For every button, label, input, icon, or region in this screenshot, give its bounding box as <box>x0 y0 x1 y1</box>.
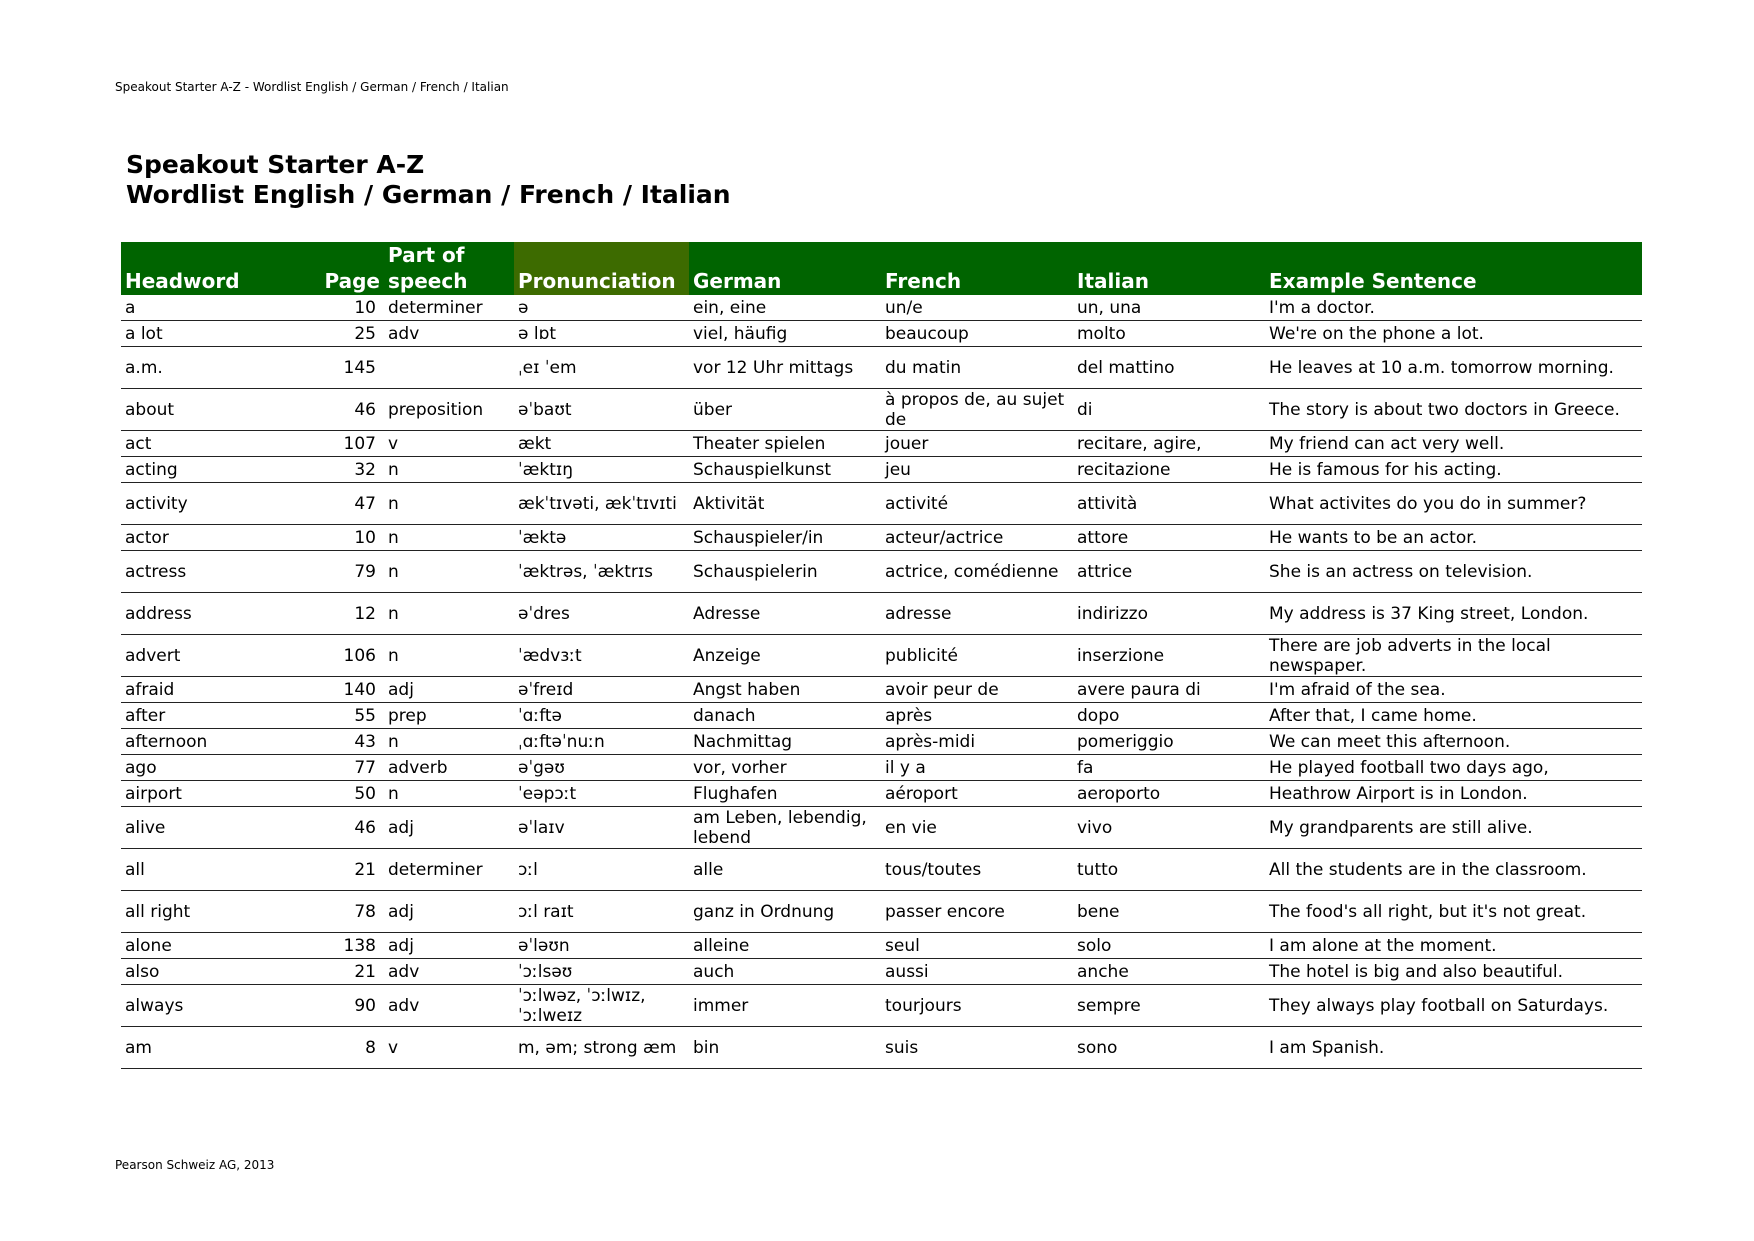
cell-french: activité <box>881 483 1073 525</box>
cell-pronunciation: ˈeəpɔːt <box>514 781 689 807</box>
table-row <box>121 483 1642 525</box>
cell-french: il y a <box>881 755 1073 781</box>
cell-german: Angst haben <box>689 677 881 703</box>
cell-page: 78 <box>311 891 384 933</box>
cell-headword: acting <box>121 457 311 483</box>
cell-page: 46 <box>311 389 384 431</box>
cell-page: 10 <box>311 525 384 551</box>
cell-french: après-midi <box>881 729 1073 755</box>
wordlist-body <box>121 295 1642 1069</box>
cell-italian: di <box>1073 389 1265 431</box>
cell-headword: am <box>121 1027 311 1069</box>
cell-german: über <box>689 389 881 431</box>
cell-german: danach <box>689 703 881 729</box>
cell-example-sentence: My friend can act very well. <box>1265 431 1642 457</box>
column-header-pronunciation: Pronunciation <box>514 242 689 295</box>
cell-headword: address <box>121 593 311 635</box>
cell-french: aussi <box>881 959 1073 985</box>
cell-pronunciation: ækˈtɪvəti, ækˈtɪvɪti <box>514 483 689 525</box>
cell-french: après <box>881 703 1073 729</box>
cell-german: alle <box>689 849 881 891</box>
cell-page: 90 <box>311 985 384 1027</box>
cell-part-of-speech: adj <box>384 933 514 959</box>
cell-pronunciation: ə lɒt <box>514 321 689 347</box>
cell-page: 140 <box>311 677 384 703</box>
cell-german: bin <box>689 1027 881 1069</box>
table-row <box>121 635 1642 677</box>
cell-german: viel, häufig <box>689 321 881 347</box>
cell-italian: attore <box>1073 525 1265 551</box>
cell-pronunciation: ˈæktrəs, ˈæktrɪs <box>514 551 689 593</box>
cell-french: du matin <box>881 347 1073 389</box>
cell-page: 8 <box>311 1027 384 1069</box>
cell-page: 46 <box>311 807 384 849</box>
table-row <box>121 295 1642 321</box>
cell-page: 138 <box>311 933 384 959</box>
cell-example-sentence: The food's all right, but it's not great. <box>1265 891 1642 933</box>
cell-part-of-speech <box>384 347 514 389</box>
cell-italian: pomeriggio <box>1073 729 1265 755</box>
cell-french: tourjours <box>881 985 1073 1027</box>
table-row <box>121 933 1642 959</box>
cell-page: 32 <box>311 457 384 483</box>
cell-italian: inserzione <box>1073 635 1265 677</box>
cell-german: am Leben, lebendig, lebend <box>689 807 881 849</box>
cell-part-of-speech: n <box>384 635 514 677</box>
column-header-example: Example Sentence <box>1265 242 1642 295</box>
cell-example-sentence: There are job adverts in the local newspaper. <box>1265 635 1642 677</box>
cell-pronunciation: əˈfreɪd <box>514 677 689 703</box>
cell-french: suis <box>881 1027 1073 1069</box>
cell-italian: attività <box>1073 483 1265 525</box>
cell-german: ganz in Ordnung <box>689 891 881 933</box>
cell-page: 55 <box>311 703 384 729</box>
cell-german: Anzeige <box>689 635 881 677</box>
cell-french: passer encore <box>881 891 1073 933</box>
cell-pronunciation: ˈɑːftə <box>514 703 689 729</box>
cell-pronunciation: ˈɔːlwəz, ˈɔːlwɪz, ˈɔːlweɪz <box>514 985 689 1027</box>
cell-part-of-speech: n <box>384 593 514 635</box>
cell-example-sentence: I am alone at the moment. <box>1265 933 1642 959</box>
cell-example-sentence: After that, I came home. <box>1265 703 1642 729</box>
cell-part-of-speech: n <box>384 483 514 525</box>
cell-pronunciation: əˈgəʊ <box>514 755 689 781</box>
table-row <box>121 389 1642 431</box>
cell-italian: fa <box>1073 755 1265 781</box>
cell-french: publicité <box>881 635 1073 677</box>
table-row <box>121 755 1642 781</box>
cell-german: vor 12 Uhr mittags <box>689 347 881 389</box>
cell-headword: all <box>121 849 311 891</box>
cell-example-sentence: All the students are in the classroom. <box>1265 849 1642 891</box>
cell-italian: recitare, agire, <box>1073 431 1265 457</box>
cell-french: jouer <box>881 431 1073 457</box>
cell-part-of-speech: determiner <box>384 295 514 321</box>
cell-example-sentence: We're on the phone a lot. <box>1265 321 1642 347</box>
cell-example-sentence: What activites do you do in summer? <box>1265 483 1642 525</box>
column-header-german: German <box>689 242 881 295</box>
table-row <box>121 985 1642 1027</box>
cell-german: vor, vorher <box>689 755 881 781</box>
cell-part-of-speech: prep <box>384 703 514 729</box>
cell-pronunciation: m, əm; strong æm <box>514 1027 689 1069</box>
cell-pronunciation: ˈæktə <box>514 525 689 551</box>
cell-part-of-speech: adj <box>384 677 514 703</box>
cell-page: 10 <box>311 295 384 321</box>
cell-german: Aktivität <box>689 483 881 525</box>
cell-pronunciation: ˈædvɜːt <box>514 635 689 677</box>
table-row <box>121 807 1642 849</box>
cell-italian: sono <box>1073 1027 1265 1069</box>
table-row <box>121 457 1642 483</box>
cell-german: Schauspielerin <box>689 551 881 593</box>
cell-italian: avere paura di <box>1073 677 1265 703</box>
cell-example-sentence: He wants to be an actor. <box>1265 525 1642 551</box>
cell-part-of-speech: adv <box>384 959 514 985</box>
table-row <box>121 525 1642 551</box>
cell-part-of-speech: adj <box>384 807 514 849</box>
cell-italian: molto <box>1073 321 1265 347</box>
cell-headword: after <box>121 703 311 729</box>
cell-example-sentence: He leaves at 10 a.m. tomorrow morning. <box>1265 347 1642 389</box>
cell-headword: act <box>121 431 311 457</box>
cell-page: 25 <box>311 321 384 347</box>
cell-part-of-speech: v <box>384 1027 514 1069</box>
cell-french: aéroport <box>881 781 1073 807</box>
column-header-italian: Italian <box>1073 242 1265 295</box>
cell-pronunciation: ˈɔːlsəʊ <box>514 959 689 985</box>
cell-example-sentence: They always play football on Saturdays. <box>1265 985 1642 1027</box>
cell-german: ein, eine <box>689 295 881 321</box>
cell-example-sentence: He is famous for his acting. <box>1265 457 1642 483</box>
cell-pronunciation: ˈæktɪŋ <box>514 457 689 483</box>
table-row <box>121 431 1642 457</box>
cell-pronunciation: ˌɑːftəˈnuːn <box>514 729 689 755</box>
cell-pronunciation: əˈlaɪv <box>514 807 689 849</box>
cell-example-sentence: I'm a doctor. <box>1265 295 1642 321</box>
cell-pronunciation: əˈbaʊt <box>514 389 689 431</box>
table-row <box>121 703 1642 729</box>
table-row <box>121 729 1642 755</box>
table-row <box>121 551 1642 593</box>
cell-headword: afternoon <box>121 729 311 755</box>
table-row <box>121 347 1642 389</box>
cell-headword: alone <box>121 933 311 959</box>
cell-headword: actress <box>121 551 311 593</box>
cell-italian: attrice <box>1073 551 1265 593</box>
cell-headword: a lot <box>121 321 311 347</box>
cell-headword: afraid <box>121 677 311 703</box>
cell-page: 145 <box>311 347 384 389</box>
cell-pronunciation: ə <box>514 295 689 321</box>
column-header-page: Page <box>311 242 384 295</box>
footer: Pearson Schweiz AG, 2013 <box>115 1158 275 1172</box>
cell-pronunciation: ɔːl <box>514 849 689 891</box>
cell-headword: alive <box>121 807 311 849</box>
cell-pronunciation: ækt <box>514 431 689 457</box>
cell-headword: about <box>121 389 311 431</box>
column-header-headword: Headword <box>121 242 311 295</box>
cell-german: Schauspielkunst <box>689 457 881 483</box>
table-row <box>121 891 1642 933</box>
cell-italian: bene <box>1073 891 1265 933</box>
column-header-french: French <box>881 242 1073 295</box>
table-row <box>121 593 1642 635</box>
wordlist-table <box>121 242 1642 1069</box>
cell-headword: ago <box>121 755 311 781</box>
cell-example-sentence: My grandparents are still alive. <box>1265 807 1642 849</box>
cell-italian: vivo <box>1073 807 1265 849</box>
cell-page: 21 <box>311 959 384 985</box>
cell-pronunciation: əˈdres <box>514 593 689 635</box>
cell-italian: sempre <box>1073 985 1265 1027</box>
table-row <box>121 321 1642 347</box>
cell-page: 50 <box>311 781 384 807</box>
cell-italian: indirizzo <box>1073 593 1265 635</box>
cell-headword: also <box>121 959 311 985</box>
cell-italian: tutto <box>1073 849 1265 891</box>
cell-example-sentence: My address is 37 King street, London. <box>1265 593 1642 635</box>
cell-french: jeu <box>881 457 1073 483</box>
cell-italian: solo <box>1073 933 1265 959</box>
cell-part-of-speech: n <box>384 551 514 593</box>
table-row <box>121 677 1642 703</box>
cell-headword: a <box>121 295 311 321</box>
cell-french: tous/toutes <box>881 849 1073 891</box>
cell-part-of-speech: n <box>384 781 514 807</box>
cell-example-sentence: He played football two days ago, <box>1265 755 1642 781</box>
cell-part-of-speech: v <box>384 431 514 457</box>
table-row <box>121 959 1642 985</box>
cell-headword: always <box>121 985 311 1027</box>
cell-italian: recitazione <box>1073 457 1265 483</box>
cell-part-of-speech: adj <box>384 891 514 933</box>
cell-page: 107 <box>311 431 384 457</box>
cell-french: à propos de, au sujet de <box>881 389 1073 431</box>
cell-german: auch <box>689 959 881 985</box>
cell-german: Flughafen <box>689 781 881 807</box>
cell-part-of-speech: n <box>384 729 514 755</box>
cell-part-of-speech: adv <box>384 321 514 347</box>
cell-headword: activity <box>121 483 311 525</box>
cell-example-sentence: We can meet this afternoon. <box>1265 729 1642 755</box>
cell-headword: a.m. <box>121 347 311 389</box>
cell-part-of-speech: adv <box>384 985 514 1027</box>
cell-page: 47 <box>311 483 384 525</box>
cell-page: 79 <box>311 551 384 593</box>
table-row <box>121 849 1642 891</box>
cell-part-of-speech: determiner <box>384 849 514 891</box>
cell-pronunciation: ˌeɪ ˈem <box>514 347 689 389</box>
cell-german: alleine <box>689 933 881 959</box>
cell-headword: advert <box>121 635 311 677</box>
cell-italian: anche <box>1073 959 1265 985</box>
cell-page: 106 <box>311 635 384 677</box>
cell-page: 77 <box>311 755 384 781</box>
cell-example-sentence: I'm afraid of the sea. <box>1265 677 1642 703</box>
cell-italian: aeroporto <box>1073 781 1265 807</box>
cell-pronunciation: ɔːl raɪt <box>514 891 689 933</box>
table-row <box>121 781 1642 807</box>
cell-page: 12 <box>311 593 384 635</box>
cell-example-sentence: She is an actress on television. <box>1265 551 1642 593</box>
cell-example-sentence: The hotel is big and also beautiful. <box>1265 959 1642 985</box>
title-line-1: Speakout Starter A-Z <box>126 150 425 179</box>
cell-example-sentence: I am Spanish. <box>1265 1027 1642 1069</box>
cell-italian: dopo <box>1073 703 1265 729</box>
cell-page: 21 <box>311 849 384 891</box>
column-header-part-of-speech: Part of speech <box>384 242 514 295</box>
table-row <box>121 1027 1642 1069</box>
cell-part-of-speech: preposition <box>384 389 514 431</box>
cell-headword: all right <box>121 891 311 933</box>
cell-headword: airport <box>121 781 311 807</box>
cell-pronunciation: əˈləʊn <box>514 933 689 959</box>
cell-page: 43 <box>311 729 384 755</box>
cell-italian: del mattino <box>1073 347 1265 389</box>
cell-french: beaucoup <box>881 321 1073 347</box>
cell-part-of-speech: n <box>384 525 514 551</box>
cell-headword: actor <box>121 525 311 551</box>
cell-french: en vie <box>881 807 1073 849</box>
cell-german: immer <box>689 985 881 1027</box>
cell-french: adresse <box>881 593 1073 635</box>
cell-part-of-speech: adverb <box>384 755 514 781</box>
running-header: Speakout Starter A-Z - Wordlist English / German / French / Italian <box>115 80 509 94</box>
title-line-2: Wordlist English / German / French / Italian <box>126 180 731 209</box>
cell-french: seul <box>881 933 1073 959</box>
cell-part-of-speech: n <box>384 457 514 483</box>
document-title <box>126 150 731 210</box>
cell-german: Schauspieler/in <box>689 525 881 551</box>
cell-german: Theater spielen <box>689 431 881 457</box>
cell-german: Nachmittag <box>689 729 881 755</box>
cell-german: Adresse <box>689 593 881 635</box>
cell-example-sentence: The story is about two doctors in Greece. <box>1265 389 1642 431</box>
table-header-row <box>121 242 1642 295</box>
cell-italian: un, una <box>1073 295 1265 321</box>
cell-french: acteur/actrice <box>881 525 1073 551</box>
cell-example-sentence: Heathrow Airport is in London. <box>1265 781 1642 807</box>
cell-french: un/e <box>881 295 1073 321</box>
cell-french: actrice, comédienne <box>881 551 1073 593</box>
cell-french: avoir peur de <box>881 677 1073 703</box>
